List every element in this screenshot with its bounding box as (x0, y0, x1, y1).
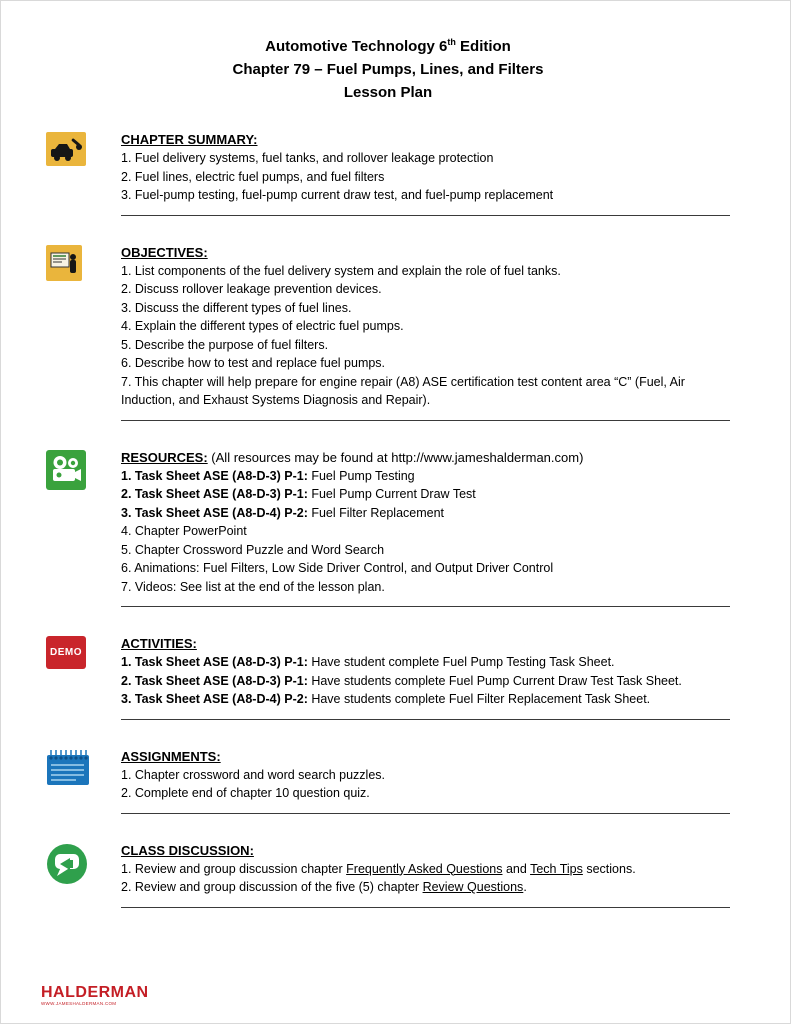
icon-column (46, 243, 121, 421)
list-item: 6. Animations: Fuel Filters, Low Side Driver Control, and Output Driver Control (121, 561, 554, 575)
icon-column (46, 747, 121, 814)
content-column (121, 243, 730, 421)
document-title (46, 31, 730, 104)
list-item: 2. Review and group discussion of the five (5) chapter Review Questions. (121, 880, 527, 894)
list-item: 7. Videos: See list at the end of the lesson plan. (121, 579, 385, 594)
list-item: 1. Chapter crossword and word search puzzles. (121, 767, 386, 782)
list-item: 2. Complete end of chapter 10 question quiz. (121, 786, 370, 800)
section-heading: CLASS DISCUSSION: (121, 842, 254, 858)
section-resources (46, 448, 730, 608)
icon-column (46, 634, 121, 720)
section-divider (121, 606, 730, 607)
list-item: 1. Fuel delivery systems, fuel tanks, and rollover leakage protection (121, 151, 494, 165)
list-item: 3. Fuel-pump testing, fuel-pump current draw test, and fuel-pump replacement (121, 188, 554, 202)
section-heading: OBJECTIVES: (121, 244, 208, 260)
section-assignments (46, 747, 730, 814)
content-column (121, 841, 730, 908)
section-heading: CHAPTER SUMMARY: (121, 132, 258, 147)
icon-column (46, 130, 121, 216)
list-item: 3. Discuss the different types of fuel lines. (121, 300, 352, 315)
notepad-icon (46, 749, 90, 786)
list-item: 6. Describe how to test and replace fuel pumps. (121, 356, 386, 370)
list-item: 3. Task Sheet ASE (A8-D-4) P-2: Have students complete Fuel Filter Replacement Task Sheet. (121, 692, 651, 706)
list-item: 4. Explain the different types of electric fuel pumps. (121, 319, 404, 333)
section-divider (121, 215, 730, 216)
list-item: 2. Fuel lines, electric fuel pumps, and fuel filters (121, 169, 385, 184)
icon-column (46, 448, 121, 608)
list-item: 3. Task Sheet ASE (A8-D-4) P-2: Fuel Filter Replacement (121, 505, 445, 520)
halderman-logo (41, 985, 149, 1007)
title-line-2: Chapter 79 – Fuel Pumps, Lines, and Filters (232, 61, 544, 78)
list-item: 1. Review and group discussion chapter Frequently Asked Questions and Tech Tips sections. (121, 861, 636, 876)
section-objectives (46, 243, 730, 421)
list-item: 1. Task Sheet ASE (A8-D-3) P-1: Fuel Pump Testing (121, 468, 415, 483)
section-divider (121, 907, 730, 908)
presenter-icon (46, 245, 82, 281)
title-line-3: Lesson Plan (343, 84, 433, 101)
list-item: 2. Discuss rollover leakage prevention devices. (121, 282, 382, 296)
title-line-1: Automotive Technology 6th Edition (265, 37, 511, 55)
content-column (121, 448, 730, 608)
section-activities (46, 634, 730, 720)
section-class-discussion (46, 841, 730, 908)
content-column (121, 634, 730, 720)
section-chapter-summary (46, 130, 730, 216)
section-heading: RESOURCES: (All resources may be found at http://www.jameshalderman.com) (121, 449, 584, 465)
car-repair-icon (46, 132, 86, 166)
discussion-icon (46, 843, 88, 885)
demo-icon-label: DEMO (50, 647, 82, 658)
list-item: 1. Task Sheet ASE (A8-D-3) P-1: Have student complete Fuel Pump Testing Task Sheet. (121, 655, 615, 669)
icon-column (46, 841, 121, 908)
list-item: 5. Chapter Crossword Puzzle and Word Search (121, 542, 385, 557)
section-divider (121, 420, 730, 421)
list-item: 2. Task Sheet ASE (A8-D-3) P-1: Have students complete Fuel Pump Current Draw Test Task Sheet. (121, 673, 682, 688)
list-item: 1. List components of the fuel delivery system and explain the role of fuel tanks. (121, 263, 561, 278)
list-item: 2. Task Sheet ASE (A8-D-3) P-1: Fuel Pump Current Draw Test (121, 487, 476, 501)
list-item: 4. Chapter PowerPoint (121, 524, 247, 538)
section-divider (121, 719, 730, 720)
section-heading: ASSIGNMENTS: (121, 748, 221, 764)
section-divider (121, 813, 730, 814)
section-heading: ACTIVITIES: (121, 636, 197, 651)
demo-icon (46, 636, 86, 669)
list-item: 5. Describe the purpose of fuel filters. (121, 337, 329, 352)
halderman-logo-tagline: WWW.JAMESHALDERMAN.COM (41, 1001, 117, 1006)
halderman-logo-text: HALDERMAN (41, 984, 149, 1001)
content-column (121, 130, 730, 216)
content-column (121, 747, 730, 814)
list-item: 7. This chapter will help prepare for engine repair (A8) ASE certification test content area “C” (Fuel, Air Induction, and Exhaust Systems Diagnosis and Repair). (121, 374, 685, 407)
lesson-plan-page (1, 1, 790, 908)
video-camera-icon (46, 450, 86, 490)
